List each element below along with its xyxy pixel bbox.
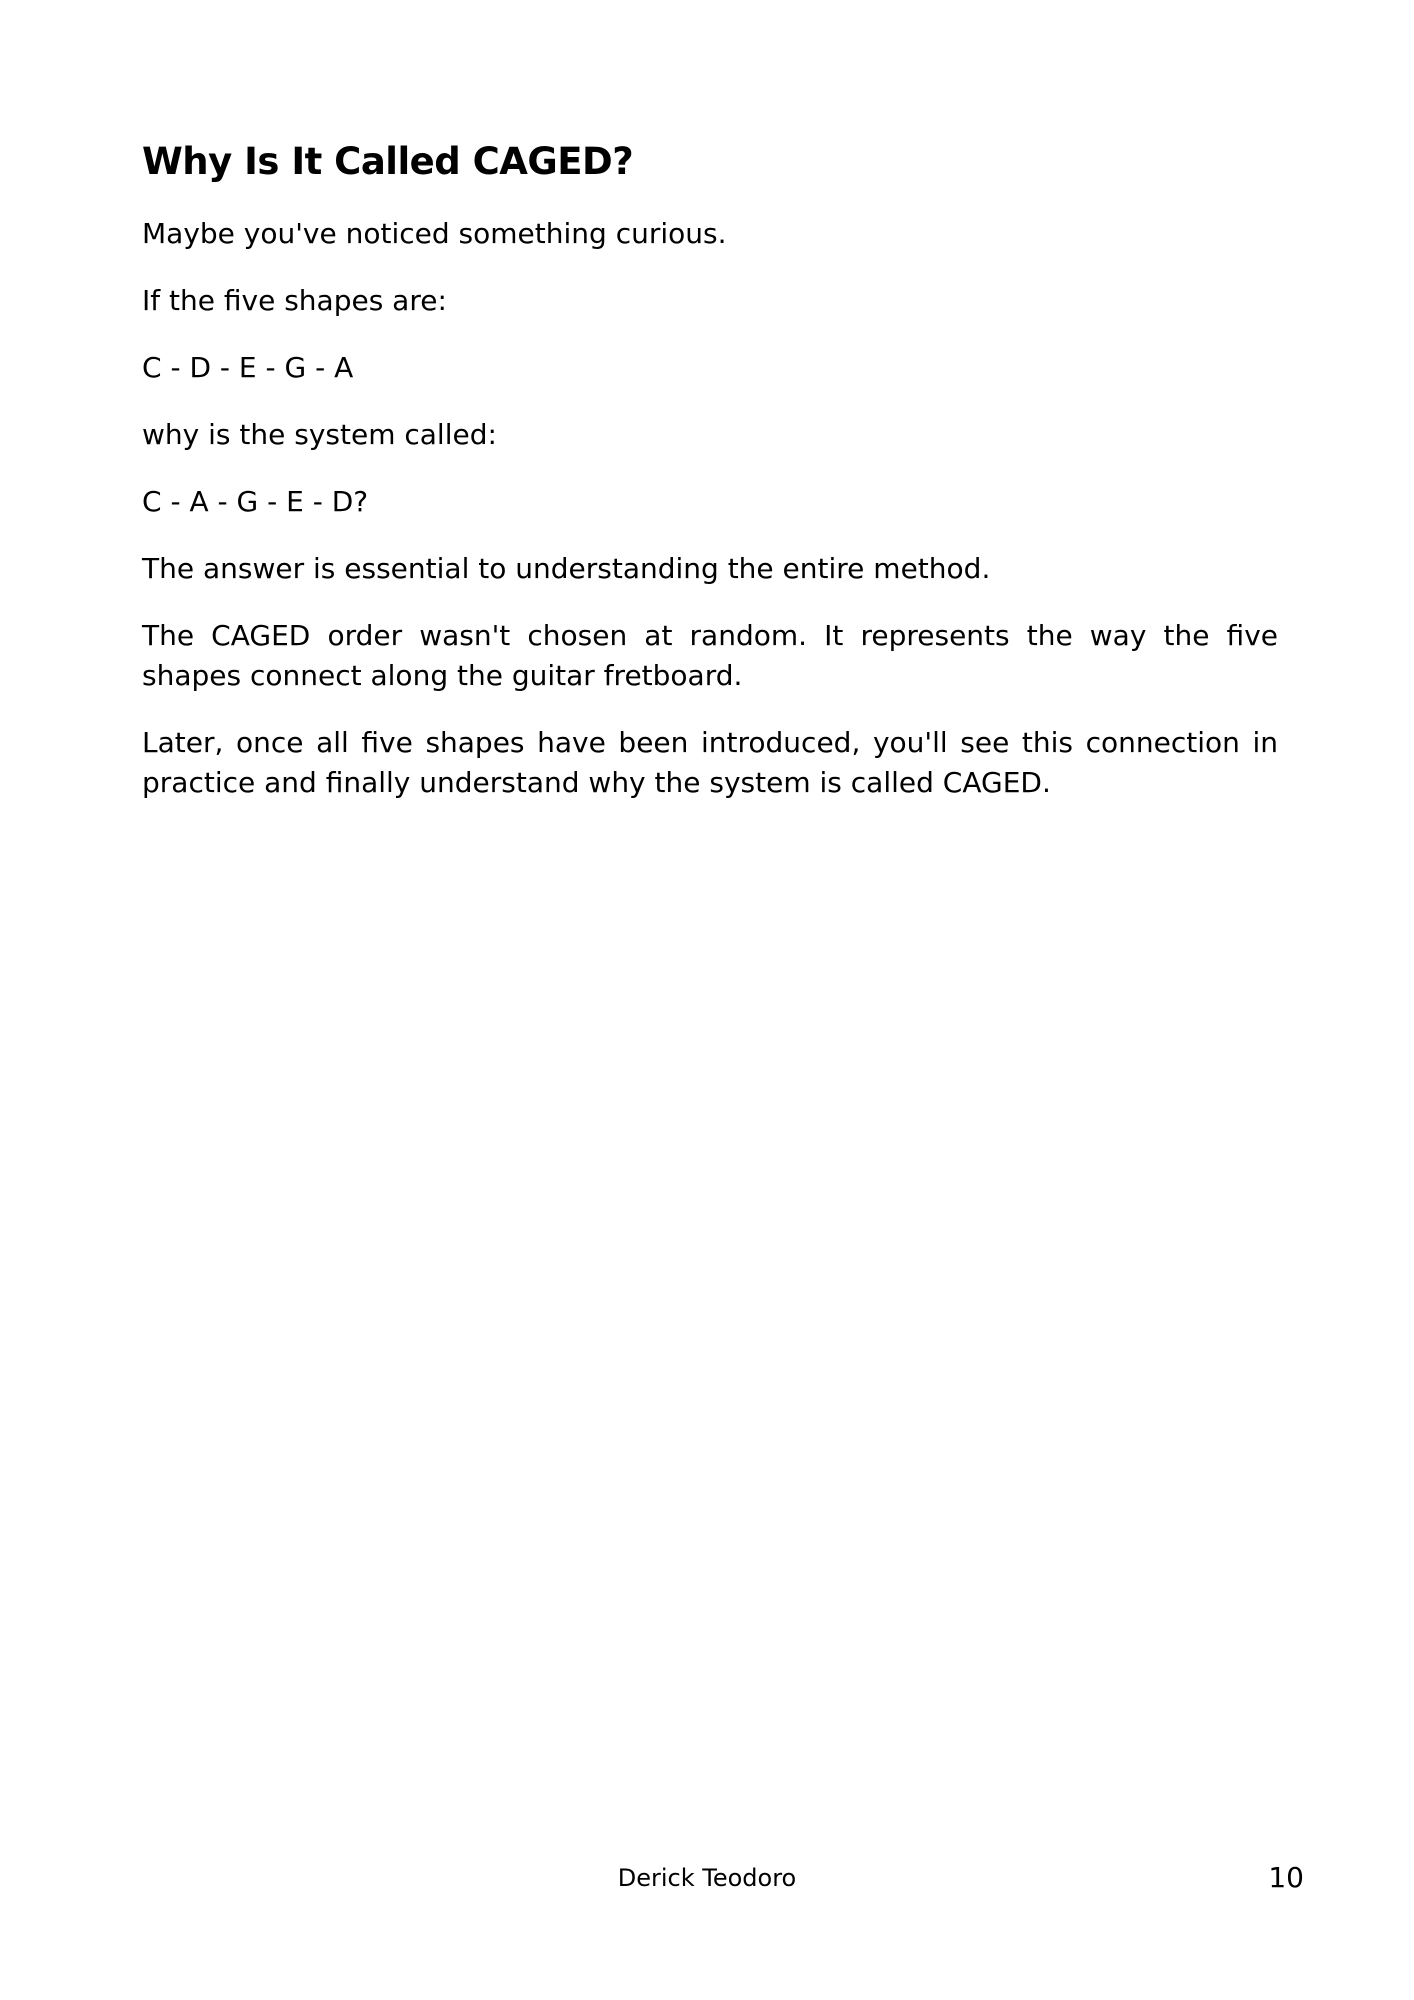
footer-author: Derick Teodoro — [617, 1864, 797, 1892]
shape-sequence: C - D - E - G - A — [142, 351, 354, 384]
paragraph-question-lead: why is the system called: — [142, 418, 497, 451]
page-number: 10 — [1268, 1861, 1304, 1894]
paragraph-shapes-lead: If the five shapes are: — [142, 284, 447, 317]
paragraph-answer: The answer is essential to understanding the entire method. — [142, 552, 991, 585]
page-title: Why Is It Called CAGED? — [142, 140, 634, 183]
paragraph-intro: Maybe you've noticed something curious. — [142, 217, 727, 250]
page-content — [142, 136, 1278, 803]
paragraph-conclusion: Later, once all five shapes have been introduced, you'll see this connection in practice and finally understand why the system is called CAGED. — [142, 726, 1278, 799]
paragraph-order-explanation: The CAGED order wasn't chosen at random. It represents the way the five shapes connect along the guitar fretboard. — [142, 619, 1278, 692]
caged-sequence: C - A - G - E - D? — [142, 485, 369, 518]
